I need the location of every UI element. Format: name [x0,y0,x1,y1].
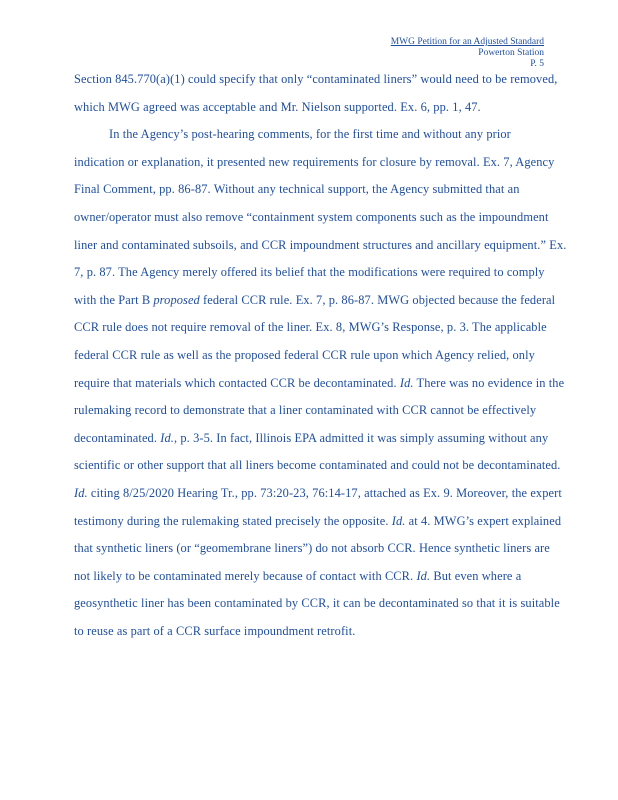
text-run: 7, p. 87. The Agency merely offered its belief that the modifications were required to comply [74,265,545,280]
body-line [74,563,574,591]
text-run: which MWG agreed was acceptable and Mr. Nielson supported. Ex. 6, pp. 1, 47. [74,99,481,114]
text-run: testimony during the rulemaking stated precisely the opposite. [74,513,392,528]
text-run: that synthetic liners (or “geomembrane liners”) do not absorb CCR. Hence synthetic liners are [74,541,550,556]
text-run: citing 8/25/2020 Hearing Tr., pp. 73:20-23, 76:14-17, attached as Ex. 9. Moreover, the expert [87,485,562,500]
italic-text: proposed [153,292,200,307]
italic-text: Id. [391,513,406,528]
text-run: rulemaking record to demonstrate that a liner contaminated with CCR cannot be effectively [74,403,537,418]
body-line [74,121,574,149]
body-line [74,590,574,618]
body-line [74,232,574,260]
italic-text: Id. [416,568,431,583]
text-run: Section 845.770(a)(1) could specify that only “contaminated liners” would need to be removed, [74,72,558,86]
text-run: CCR rule does not require removal of the liner. Ex. 8, MWG’s Response, p. 3. The applicable [74,320,547,335]
text-run: federal CCR rule as well as the proposed federal CCR rule upon which Agency relied, only [74,347,535,362]
body-line [74,397,574,425]
text-run: federal CCR rule. Ex. 7, p. 86-87. MWG objected because the federal [199,292,556,307]
text-run: owner/operator must also remove “containment system components such as the impoundment [74,209,549,224]
body-line [74,287,574,315]
body-line [74,204,574,232]
text-run: indication or explanation, it presented new requirements for closure by removal. Ex. 7, Agency [74,154,555,169]
body-line [74,259,574,287]
body-line [74,480,574,508]
text-run: not likely to be contaminated merely because of contact with CCR. [74,568,417,583]
header-station: Powerton Station [478,48,544,58]
header-page-number: P. 5 [530,59,544,69]
body-paragraphs [74,66,574,645]
header-title: MWG Petition for an Adjusted Standard [390,37,544,47]
italic-text: Id. [74,485,88,500]
body-line [74,535,574,563]
text-run: to reuse as part of a CCR surface impoundment retrofit. [74,623,356,638]
italic-text: Id. [160,430,174,445]
text-run: with the Part B [74,292,154,307]
text-run: decontaminated. [74,430,161,445]
body-line [74,176,574,204]
italic-text: Id. [399,375,414,390]
body-line [74,508,574,536]
body-line [74,314,574,342]
text-run: Final Comment, pp. 86-87. Without any technical support, the Agency submitted that an [74,182,520,197]
body-line [74,452,574,480]
body-line [74,370,574,398]
body-line [74,342,574,370]
text-run: at 4. MWG’s expert explained [405,513,562,528]
body-line [74,94,574,122]
body-line [74,425,574,453]
body-line [74,149,574,177]
text-run: But even where a [430,568,522,583]
text-run: liner and contaminated subsoils, and CCR impoundment structures and ancillary equipment.” Ex. [74,237,567,252]
text-run: require that materials which contacted CCR be decontaminated. [74,375,400,390]
text-run: geosynthetic liner has been contaminated by CCR, it can be decontaminated so that it is suitable [74,596,560,611]
body-line [74,66,574,94]
body-line [74,618,574,646]
text-run: scientific or other support that all liners become contaminated and could not be decontaminated. [74,458,561,473]
text-run: , p. 3-5. In fact, Illinois EPA admitted it was simply assuming without any [173,430,549,445]
text-run: There was no evidence in the [413,375,565,390]
text-run: In the Agency’s post-hearing comments, for the first time and without any prior [109,127,511,142]
